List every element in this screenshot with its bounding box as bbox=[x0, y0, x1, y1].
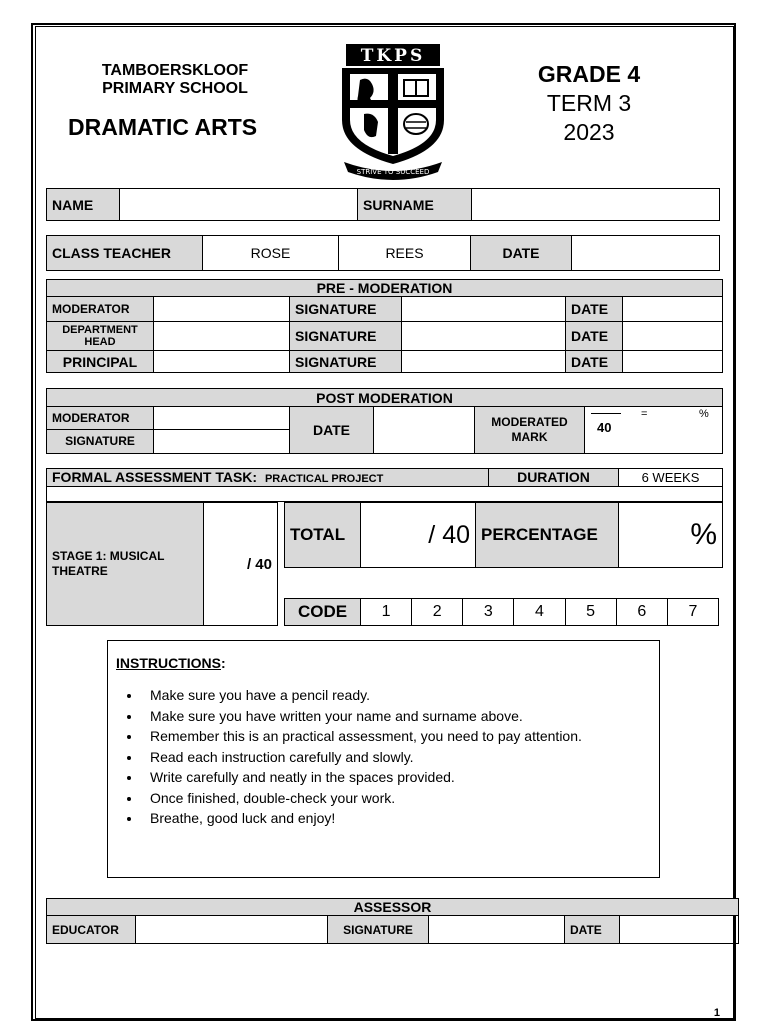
moderated-mark-field[interactable] bbox=[585, 407, 723, 454]
school-name bbox=[70, 62, 280, 98]
pre-moderation-table bbox=[46, 279, 723, 373]
moderated-mark-percent: % bbox=[699, 408, 709, 421]
pre-moderator-signature-field[interactable] bbox=[402, 297, 566, 322]
task-table bbox=[46, 468, 723, 502]
moderated-mark-out-of: 40 bbox=[597, 420, 612, 436]
instructions-box bbox=[107, 640, 660, 878]
instruction-item: • Write carefully and neatly in the spaces provided. bbox=[142, 767, 651, 788]
class-teacher-table bbox=[46, 235, 720, 271]
post-moderator-field[interactable] bbox=[154, 407, 290, 429]
logo-initials: TKPS bbox=[360, 46, 426, 66]
post-moderation-table bbox=[46, 388, 723, 454]
pre-moderator-date-field[interactable] bbox=[623, 297, 723, 322]
task-label: FORMAL ASSESSMENT TASK: bbox=[52, 469, 258, 486]
school-name-line2: PRIMARY SCHOOL bbox=[102, 80, 248, 97]
pre-moderator-date-label: DATE bbox=[566, 297, 623, 322]
page-number: 1 bbox=[713, 1007, 720, 1019]
code-3[interactable]: 3 bbox=[463, 599, 514, 626]
department-head-label: DEPARTMENT HEAD bbox=[47, 322, 154, 351]
pre-moderator-field[interactable] bbox=[154, 297, 290, 322]
principal-field[interactable] bbox=[154, 351, 290, 373]
instruction-item: • Breathe, good luck and enjoy! bbox=[142, 808, 651, 829]
principal-date-field[interactable] bbox=[623, 351, 723, 373]
teacher-first-name: ROSE bbox=[203, 236, 339, 271]
code-table bbox=[284, 598, 719, 626]
instructions-title bbox=[116, 655, 651, 671]
instructions-title-colon: : bbox=[221, 655, 226, 671]
post-date-label: DATE bbox=[290, 407, 374, 454]
department-head-signature-field[interactable] bbox=[402, 322, 566, 351]
logo-motto: STRIVE TO SUCCEED bbox=[356, 168, 430, 176]
assessor-signature-label: SIGNATURE bbox=[328, 916, 429, 944]
class-teacher-label: CLASS TEACHER bbox=[47, 236, 203, 271]
post-moderator-label: MODERATOR bbox=[47, 407, 154, 429]
code-5[interactable]: 5 bbox=[565, 599, 616, 626]
assessor-signature-field[interactable] bbox=[429, 916, 565, 944]
code-7[interactable]: 7 bbox=[667, 599, 718, 626]
instruction-item: • Make sure you have a pencil ready. bbox=[142, 685, 651, 706]
stage-label: STAGE 1: MUSICAL THEATRE bbox=[47, 503, 204, 626]
teacher-last-name: REES bbox=[339, 236, 471, 271]
post-signature-field[interactable] bbox=[154, 429, 290, 453]
teacher-date-field[interactable] bbox=[572, 236, 720, 271]
grade-label: GRADE 4 bbox=[537, 61, 641, 87]
school-name-line1: TAMBOERSKLOOF bbox=[101, 62, 249, 79]
learner-name-table bbox=[46, 188, 720, 221]
post-moderation-title: POST MODERATION bbox=[47, 389, 723, 407]
department-head-field[interactable] bbox=[154, 322, 290, 351]
pre-moderator-label: MODERATOR bbox=[47, 297, 154, 322]
name-label: NAME bbox=[47, 189, 120, 221]
duration-label: DURATION bbox=[489, 469, 619, 487]
subject-title: DRAMATIC ARTS bbox=[68, 114, 258, 140]
educator-field[interactable] bbox=[136, 916, 328, 944]
instruction-item: • Make sure you have written your name and surname above. bbox=[142, 706, 651, 727]
code-4[interactable]: 4 bbox=[514, 599, 565, 626]
duration-value: 6 WEEKS bbox=[619, 469, 723, 487]
teacher-date-label: DATE bbox=[471, 236, 572, 271]
task-value: PRACTICAL PROJECT bbox=[264, 473, 384, 486]
code-6[interactable]: 6 bbox=[616, 599, 667, 626]
instruction-item: • Remember this is an practical assessment, you need to pay attention. bbox=[142, 726, 651, 747]
school-crest-logo bbox=[330, 38, 460, 188]
code-1[interactable]: 1 bbox=[361, 599, 412, 626]
code-label: CODE bbox=[285, 599, 361, 626]
department-head-date-label: DATE bbox=[566, 322, 623, 351]
principal-signature-label: SIGNATURE bbox=[290, 351, 402, 373]
post-signature-label: SIGNATURE bbox=[47, 429, 154, 453]
code-2[interactable]: 2 bbox=[412, 599, 463, 626]
instructions-title-text: INSTRUCTIONS bbox=[116, 655, 221, 671]
pre-moderation-title: PRE - MODERATION bbox=[47, 280, 723, 297]
principal-date-label: DATE bbox=[566, 351, 623, 373]
instructions-list bbox=[116, 685, 651, 829]
term-label: TERM 3 bbox=[546, 90, 632, 116]
principal-signature-field[interactable] bbox=[402, 351, 566, 373]
task-blank-row bbox=[47, 486, 723, 501]
grade-term-year bbox=[515, 60, 663, 147]
moderated-mark-label: MODERATED MARK bbox=[475, 407, 585, 454]
department-head-signature-label: SIGNATURE bbox=[290, 322, 402, 351]
assessor-date-label: DATE bbox=[565, 916, 620, 944]
educator-label: EDUCATOR bbox=[47, 916, 136, 944]
assessor-date-field[interactable] bbox=[620, 916, 739, 944]
principal-label: PRINCIPAL bbox=[47, 351, 154, 373]
surname-field[interactable] bbox=[472, 189, 720, 221]
year-label: 2023 bbox=[563, 119, 615, 145]
stage-mark: / 40 bbox=[204, 503, 278, 626]
task-cell bbox=[47, 469, 489, 487]
name-field[interactable] bbox=[120, 189, 358, 221]
moderated-mark-equals: = bbox=[641, 408, 648, 421]
total-value: / 40 bbox=[361, 503, 476, 568]
total-table bbox=[284, 502, 723, 568]
instruction-item: • Once finished, double-check your work. bbox=[142, 788, 651, 809]
total-label: TOTAL bbox=[285, 503, 361, 568]
instruction-item: • Read each instruction carefully and slowly. bbox=[142, 747, 651, 768]
assessor-table bbox=[46, 898, 739, 944]
surname-label: SURNAME bbox=[358, 189, 472, 221]
post-date-field[interactable] bbox=[374, 407, 475, 454]
pre-moderator-signature-label: SIGNATURE bbox=[290, 297, 402, 322]
department-head-date-field[interactable] bbox=[623, 322, 723, 351]
assessor-title: ASSESSOR bbox=[47, 899, 739, 916]
percentage-value: % bbox=[619, 503, 723, 568]
percentage-label: PERCENTAGE bbox=[476, 503, 619, 568]
